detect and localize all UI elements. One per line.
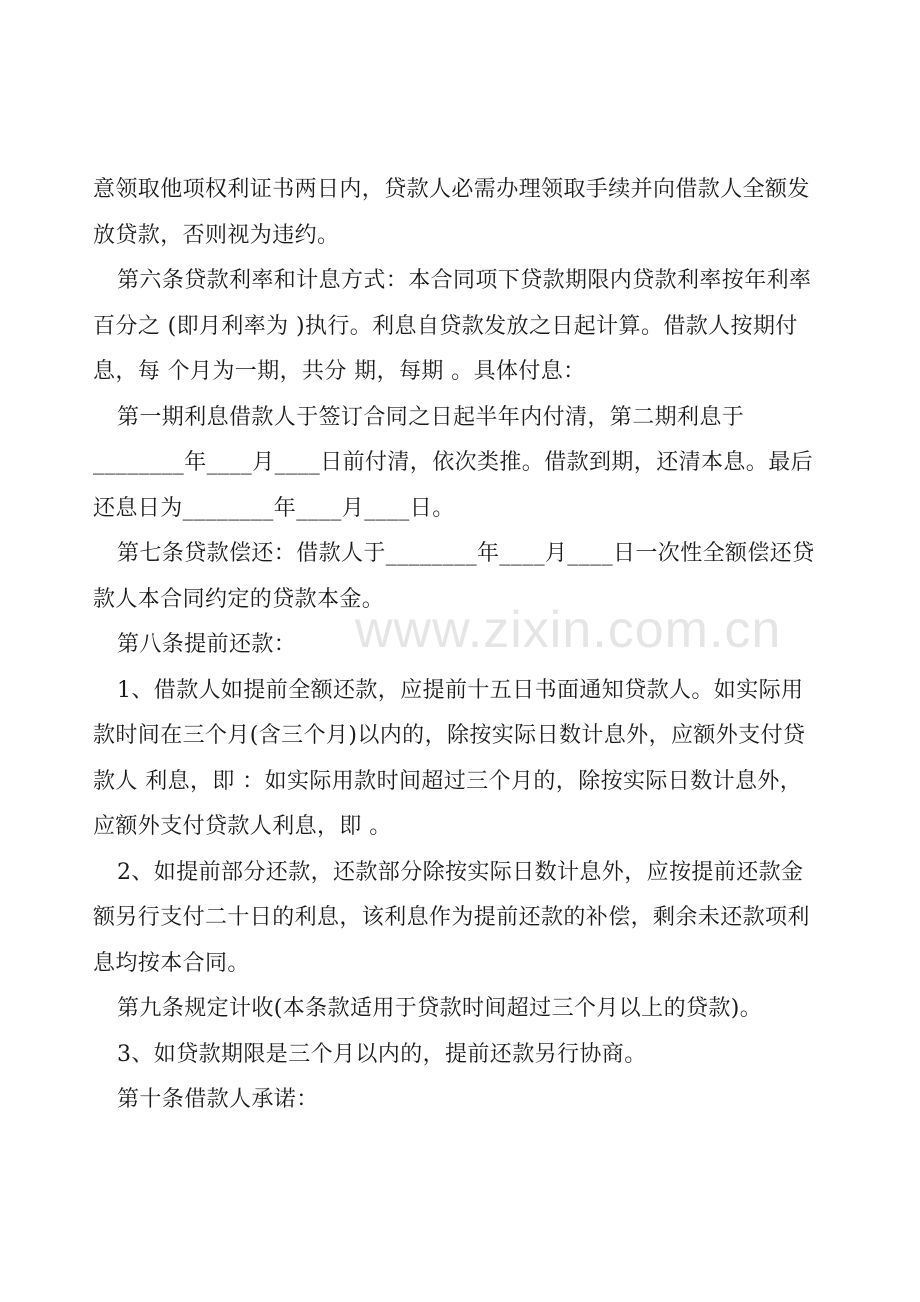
text-line: 第七条贷款偿还：借款人于________年____月____日一次性全额偿还贷 <box>117 541 815 566</box>
text-line: 第一期利息借款人于签订合同之日起半年内付清，第二期利息于 <box>117 404 745 430</box>
text-line: 息，每 个月为一期，共分 期，每期 。具体付息： <box>93 359 586 384</box>
text-line: 1、借款人如提前全额还款，应提前十五日书面通知贷款人。如实际用 <box>117 677 804 703</box>
text-line: 3、如贷款期限是三个月以内的，提前还款另行协商。 <box>117 1041 647 1067</box>
text-line: 意领取他项权利证书两日内，贷款人必需办理领取手续并向借款人全额发 <box>93 177 810 202</box>
watermark: www.zixin.com.cn <box>355 601 782 659</box>
text-line: 2、如提前部分还款，还款部分除按实际日数计息外，应按提前还款金 <box>117 859 804 885</box>
text-line: 应额外支付贷款人利息，即 。 <box>93 814 392 839</box>
text-line: 款人 利息，即 ：如实际用款时间超过三个月的，除按实际日数计息外， <box>93 768 803 794</box>
text-line: 额另行支付二十日的利息，该利息作为提前还款的补偿，剩余未还款项利 <box>93 905 810 930</box>
document-body <box>93 167 833 1123</box>
text-line: 第十条借款人承诺： <box>117 1087 319 1112</box>
text-line: 款时间在三个月(含三个月)以内的，除按实际日数计息外，应额外支付贷 <box>93 723 806 748</box>
text-line: 还息日为________年____月____日。 <box>93 495 455 521</box>
text-line: 第八条提前还款： <box>117 632 297 657</box>
text-line: 百分之 (即月利率为 )执行。利息自贷款发放之日起计算。借款人按期付 <box>93 313 798 339</box>
text-line: 第六条贷款利率和计息方式：本合同项下贷款期限内贷款利率按年利率 <box>117 268 812 293</box>
text-line: 息均按本合同。 <box>93 950 250 976</box>
text-line: ________年____月____日前付清，依次类推。借款到期，还清本息。最后 <box>93 450 814 475</box>
text-line: 放贷款，否则视为违约。 <box>93 222 340 248</box>
text-line: 款人本合同约定的贷款本金。 <box>93 586 385 612</box>
text-line: 第九条规定计收(本条款适用于贷款时间超过三个月以上的贷款)。 <box>117 996 763 1021</box>
